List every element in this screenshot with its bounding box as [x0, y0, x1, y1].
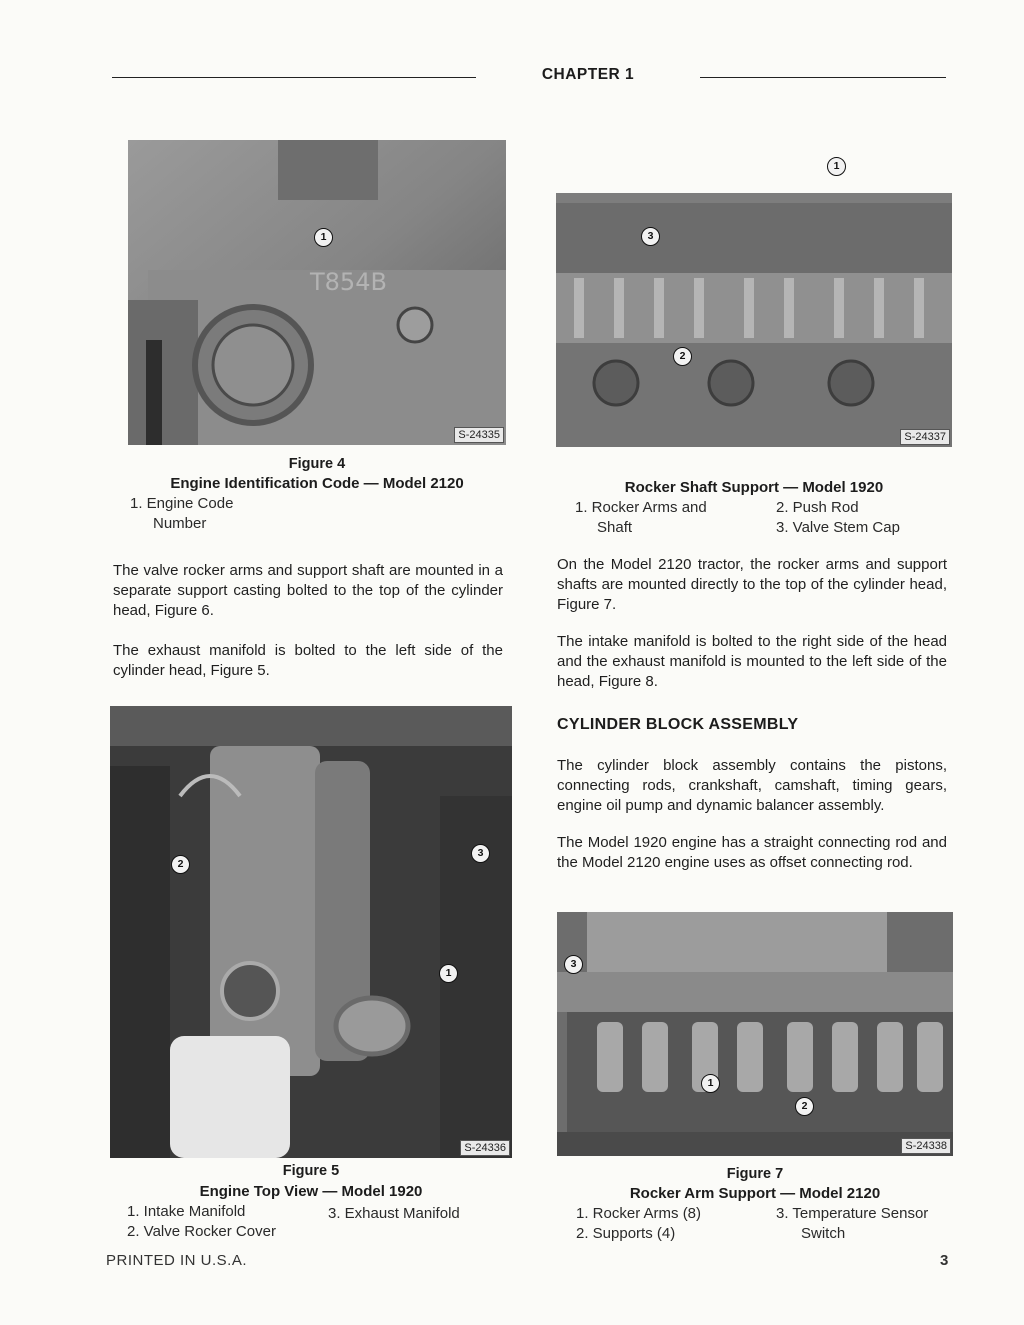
figure7-photo-tag: S-24338: [901, 1138, 951, 1154]
figure6-title: Rocker Shaft Support — Model 1920: [624, 479, 884, 496]
figure7-legend-3-cont: Switch: [801, 1225, 846, 1242]
figure4-label: Figure 4: [288, 456, 346, 472]
figure4-title: Engine Identification Code — Model 2120: [170, 475, 464, 492]
figure6-photo: [556, 193, 952, 447]
header-rule-right: [694, 77, 946, 78]
figure6-callout-3: 3: [641, 227, 660, 246]
figure4-photo: [128, 140, 506, 445]
figure7-callout-3: 3: [564, 955, 583, 974]
figure6-legend-3: 3. Valve Stem Cap: [776, 519, 900, 536]
figure7-legend-1: 1. Rocker Arms (8): [576, 1205, 702, 1222]
figure5-engine-top-image: [110, 706, 512, 1158]
figure5-callout-3: 3: [471, 844, 490, 863]
figure7-legend-3: 3. Temperature Sensor: [776, 1205, 929, 1222]
figure5-legend-2: 2. Valve Rocker Cover: [127, 1223, 276, 1240]
figure5-photo-tag: S-24336: [460, 1140, 510, 1156]
right-paragraph-2: The intake manifold is bolted to the right side of the head and the exhaust manifold is mounted to the left side of the head, Figure 8.: [557, 633, 947, 690]
cylinder-block-paragraph-2: The Model 1920 engine has a straight connecting rod and the Model 2120 engine uses as offset connecting rod.: [557, 834, 947, 871]
figure7-photo: [557, 912, 953, 1156]
chapter-title: CHAPTER 1: [476, 66, 700, 84]
figure7-label: Figure 7: [726, 1166, 784, 1182]
figure4-legend-1: 1. Engine Code: [130, 495, 234, 512]
figure5-label: Figure 5: [282, 1163, 340, 1179]
right-paragraph-1: On the Model 2120 tractor, the rocker arms and support shafts are mounted directly to the top of the cylinder head, Figure 7.: [557, 556, 947, 613]
figure7-callout-2: 2: [795, 1097, 814, 1116]
figure6-photo-tag: S-24337: [900, 429, 950, 445]
figure7-rocker-arm-image: [557, 912, 953, 1156]
figure7-legend-2: 2. Supports (4): [576, 1225, 676, 1242]
figure6-callout-1-outer: 1: [827, 157, 846, 176]
figure4-stamp: T854B: [310, 268, 387, 296]
figure4-legend-1-cont: Number: [153, 515, 207, 532]
figure6-legend-1-cont: Shaft: [597, 519, 633, 536]
cylinder-block-heading: CYLINDER BLOCK ASSEMBLY: [557, 716, 799, 733]
figure5-legend-3: 3. Exhaust Manifold: [328, 1205, 460, 1222]
figure6-rocker-shaft-image: [556, 193, 952, 447]
figure7-callout-1: 1: [701, 1074, 720, 1093]
left-paragraph-1: The valve rocker arms and support shaft are mounted in a separate support casting bolted to the top of the cylinder head, Figure 6.: [113, 562, 503, 619]
figure4-callout-1: 1: [314, 228, 333, 247]
figure5-title: Engine Top View — Model 1920: [199, 1183, 423, 1200]
figure4-photo-tag: S-24335: [454, 427, 504, 443]
figure7-title: Rocker Arm Support — Model 2120: [629, 1185, 881, 1202]
figure5-legend-1: 1. Intake Manifold: [127, 1203, 246, 1220]
page-number: 3: [940, 1252, 949, 1269]
cylinder-block-paragraph-1: The cylinder block assembly contains the pistons, connecting rods, crankshaft, camshaft, timing gears, engine oil pump and dynamic balancer assembly.: [557, 757, 947, 814]
figure4-engine-block-image: [128, 140, 506, 445]
figure5-callout-2: 2: [171, 855, 190, 874]
header-rule-left: [112, 77, 482, 78]
figure5-photo: [110, 706, 512, 1158]
figure5-callout-1: 1: [439, 964, 458, 983]
figure6-legend-1: 1. Rocker Arms and: [575, 499, 707, 516]
figure6-callout-2: 2: [673, 347, 692, 366]
chapter-header: [112, 66, 946, 88]
figure6-legend-2: 2. Push Rod: [776, 499, 859, 516]
left-paragraph-2: The exhaust manifold is bolted to the left side of the cylinder head, Figure 5.: [113, 642, 503, 679]
printed-in-usa: PRINTED IN U.S.A.: [106, 1252, 248, 1269]
